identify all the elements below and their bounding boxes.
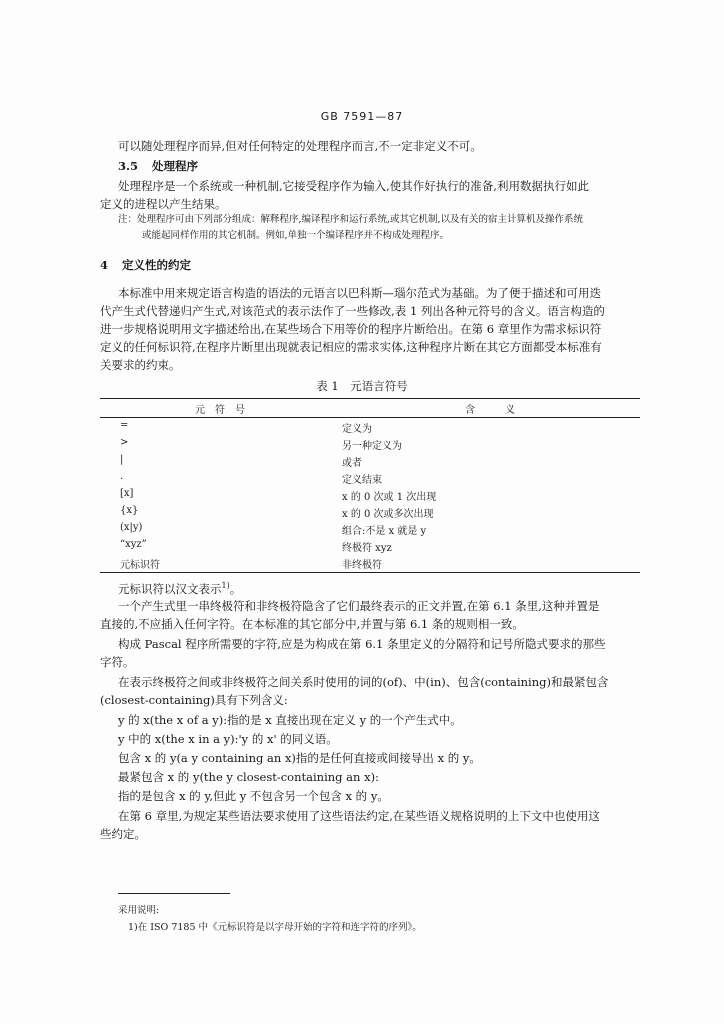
section-4-heading xyxy=(100,257,191,273)
paragraph-line: 字符。 xyxy=(100,655,135,669)
table-cell-meaning: 非终极符 xyxy=(342,560,382,571)
footnote-label: 采用说明: xyxy=(118,905,160,916)
paragraph-line: 关要求的约束。 xyxy=(100,358,181,372)
table-cell-meaning: 或者 xyxy=(342,458,362,469)
note-line: 或能起同样作用的其它机制。例如,单独一个编译程序并不构成处理程序。 xyxy=(142,230,450,241)
paragraph-line: 在表示终极符之间或非终极符之间关系时使用的词的(of)、中(in)、包含(containing)和最紧包含 xyxy=(118,675,609,689)
section-3-5-heading xyxy=(118,158,198,174)
paragraph-line: 进一步规格说明用文字描述给出,在某些场合下用等价的程序片断给出。在第 6 章里作为需求标识符 xyxy=(100,322,602,336)
table-cell-symbol: {x} xyxy=(120,505,139,516)
table-cell-meaning: 组合:不是 x 就是 y xyxy=(342,526,427,537)
section-number: 3.5 xyxy=(118,159,139,173)
table-cell-symbol: “xyz” xyxy=(120,539,147,550)
table-cell-meaning: 定义为 xyxy=(342,424,372,435)
paragraph-line xyxy=(118,578,241,597)
table-cell-meaning: 另一种定义为 xyxy=(342,441,402,452)
after-table-text: 元标识符以汉文表示 xyxy=(118,581,222,596)
table-cell-symbol: | xyxy=(120,454,124,465)
table-cell-meaning: 终极符 xyz xyxy=(342,543,392,554)
paragraph-line: 代产生式代替递归产生式,对该范式的表示法作了一些修改,表 1 列出各种元符号的含义。语言构造的 xyxy=(100,304,605,318)
paragraph-line: 些约定。 xyxy=(100,827,146,841)
definition-line: 指的是包含 x 的 y,但此 y 不包含另一个包含 x 的 y。 xyxy=(118,789,389,803)
paragraph-line: 在第 6 章里,为规定某些语法要求使用了这些语法约定,在某些语义规格说明的上下文中也使用这 xyxy=(118,809,600,823)
paragraph-line: 直接的,不应插入任何字符。在本标准的其它部分中,并置与第 6.1 条的规则相一致。 xyxy=(100,617,524,631)
paragraph-line: 一个产生式里一串终极符和非终极符隐含了它们最终表示的正文并置,在第 6.1 条里,这种并置是 xyxy=(118,599,600,613)
page-header: GB 7591—87 xyxy=(320,110,404,123)
paragraph-line: 处理程序是一个系统或一种机制,它接受程序作为输入,使其作好执行的准备,利用数据执行如此 xyxy=(118,179,589,193)
section-number: 4 xyxy=(100,258,109,272)
note-line: 注：处理程序可由下列部分组成：解释程序,编译程序和运行系统,或其它机制,以及有关的宿主计算机及操作系统 xyxy=(118,214,584,225)
definition-line: 包含 x 的 y(a y containing an x)指的是任何直接或间接导出 x 的 y。 xyxy=(118,751,481,765)
table-cell-symbol: > xyxy=(120,437,129,448)
table-header-meaning: 含 义 xyxy=(465,405,515,416)
footnote-rule xyxy=(118,893,230,894)
table-cell-meaning: x 的 0 次或 1 次出现 xyxy=(342,492,437,503)
paragraph-line: 本标准中用来规定语言构造的语法的元语言以巴科斯—瑙尔范式为基础。为了便于描述和可用迭 xyxy=(118,286,601,300)
table-cell-symbol: = xyxy=(120,420,129,431)
section-title: 定义性的约定 xyxy=(122,258,192,272)
footnote-marker: 1) xyxy=(221,581,230,590)
table-cell-symbol: (x|y) xyxy=(120,522,143,533)
paragraph-line: 定义的进程以产生结果。 xyxy=(100,197,227,211)
section-title: 处理程序 xyxy=(152,159,199,173)
table-header-symbol: 元 符 号 xyxy=(195,405,245,416)
table-cell-meaning: 定义结束 xyxy=(342,475,382,486)
footnote-text: 1)在 ISO 7185 中《元标识符是以字母开始的字符和连字符的序列》。 xyxy=(128,922,422,933)
paragraph-line: (closest-containing)具有下列含义: xyxy=(100,693,288,707)
paragraph-line: 定义的任何标识符,在程序片断里出现就表记相应的需求实体,这种程序片断在其它方面都受本标准有 xyxy=(100,340,602,354)
paragraph-continuation: 可以随处理程序而异,但对任何特定的处理程序而言,不一定非定义不可。 xyxy=(118,139,482,153)
definition-line: y 的 x(the x of a y):指的是 x 直接出现在定义 y 的一个产生式中。 xyxy=(118,713,462,727)
table-cell-symbol: 元标识符 xyxy=(120,560,160,571)
definition-line: y 中的 x(the x in a y):'y 的 x' 的同义语。 xyxy=(118,732,338,746)
table-bottom-rule xyxy=(100,572,640,573)
table-cell-meaning: x 的 0 次或多次出现 xyxy=(342,509,434,520)
paragraph-line: 构成 Pascal 程序所需要的字符,应是为构成在第 6.1 条里定义的分隔符和记号所隐式要求的那些 xyxy=(118,637,606,651)
table-top-rule xyxy=(100,398,640,399)
table-cell-symbol: [x] xyxy=(120,488,134,499)
definition-line: 最紧包含 x 的 y(the y closest-containing an x): xyxy=(118,770,379,784)
after-table-end: 。 xyxy=(229,581,242,596)
table-header-rule xyxy=(100,417,640,418)
table-caption: 表 1 元语言符号 xyxy=(316,379,408,393)
table-cell-symbol: . xyxy=(120,471,124,482)
